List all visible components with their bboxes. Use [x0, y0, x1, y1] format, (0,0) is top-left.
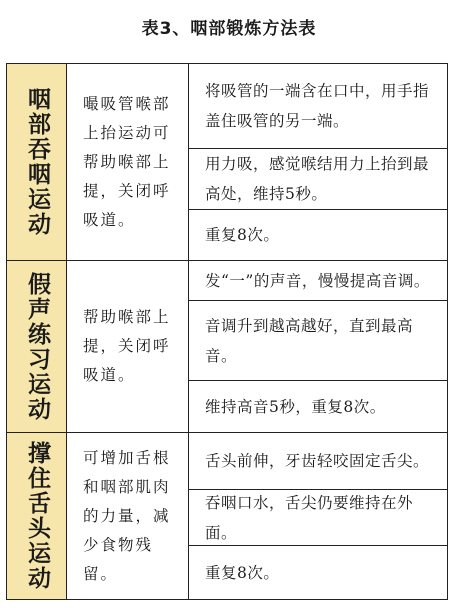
- exercise-table: [6, 63, 448, 600]
- purpose-cell: [67, 64, 189, 260]
- step-item: 维持高音5秒，重复8次。: [205, 397, 386, 416]
- category-label: 咽部吞咽运动: [24, 87, 50, 237]
- step-item: 将吸管的一端含在口中，用手指盖住吸管的另一端。: [189, 64, 447, 149]
- purpose-text: 可增加舌根和咽部肌肉的力量，减少食物残留。: [83, 448, 171, 583]
- step-item: 用力吸，感觉喉结用力上抬到最高处，维持5秒。: [189, 149, 447, 210]
- purpose-cell: [67, 433, 189, 599]
- steps-cell: [189, 433, 447, 599]
- table-row: [7, 261, 447, 432]
- purpose-cell: [67, 261, 189, 432]
- steps-cell: [189, 64, 447, 260]
- step-item: 重复8次。: [205, 563, 280, 582]
- step-item: 舌头前伸，牙齿轻咬固定舌尖。: [189, 433, 447, 490]
- step-item: 吞咽口水，舌尖仍要维持在外面。: [189, 490, 447, 546]
- step-item: 重复8次。: [205, 226, 280, 244]
- category-label: 假声练习运动: [24, 271, 50, 422]
- table-row: [7, 433, 447, 599]
- step-item: 发“一”的声音，慢慢提高音调。: [189, 261, 447, 301]
- steps-cell: [189, 261, 447, 432]
- category-cell: [7, 433, 67, 599]
- table-row: [7, 64, 447, 260]
- step-item: 音调升到越高越好，直到最高音。: [189, 301, 447, 381]
- category-cell: [7, 64, 67, 260]
- category-label: 撑住舌头运动: [24, 441, 50, 591]
- purpose-text: 嘬吸管喉部上抬运动可帮助喉部上提，关闭呼吸道。: [83, 94, 171, 229]
- category-cell: [7, 261, 67, 432]
- purpose-text: 帮助喉部上提，关闭呼吸道。: [83, 308, 171, 384]
- table-title: 表3、咽部锻炼方法表: [141, 19, 317, 39]
